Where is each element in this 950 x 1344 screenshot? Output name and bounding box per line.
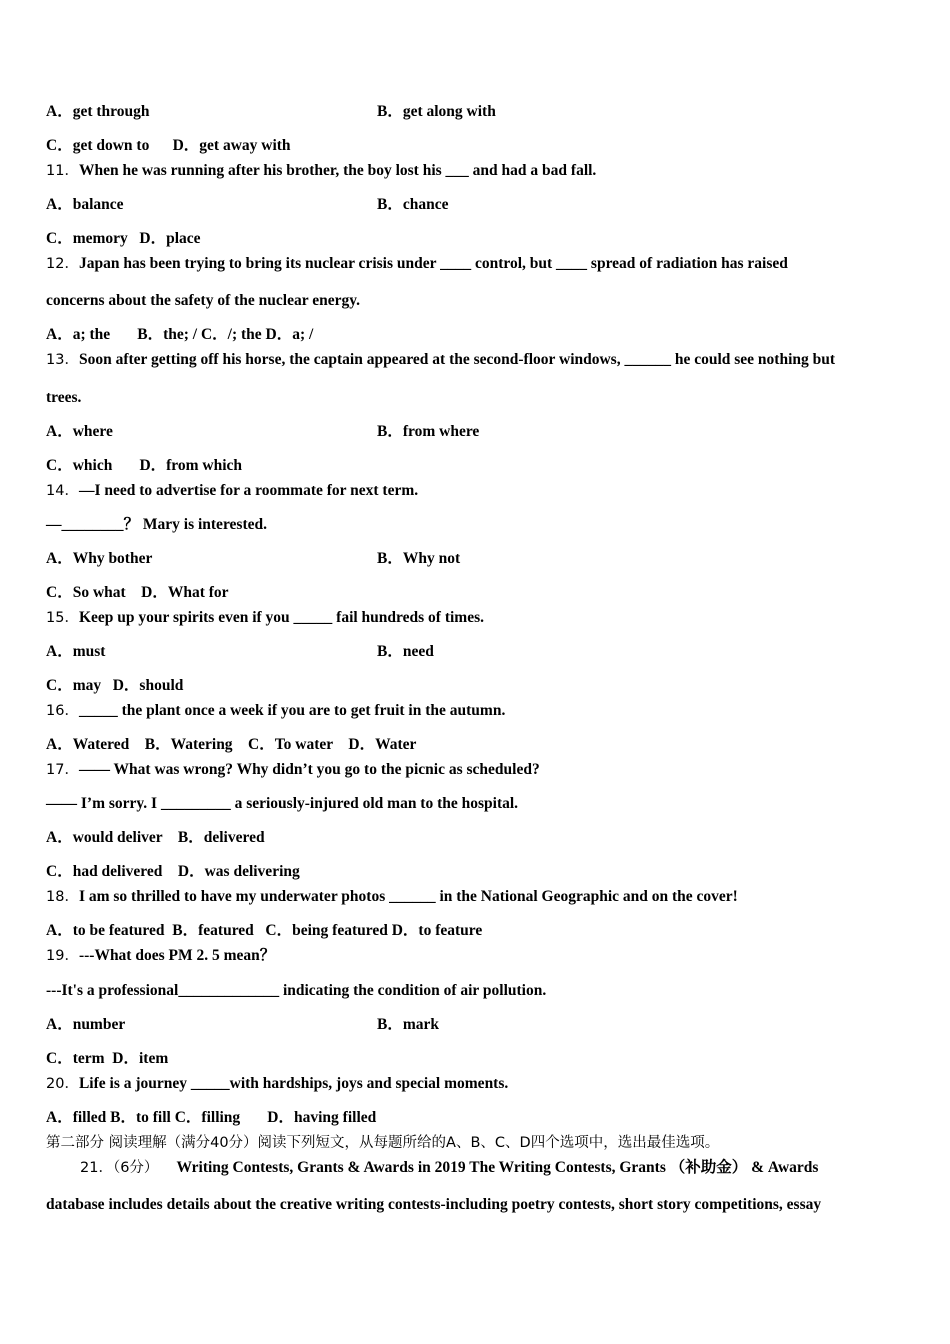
q14-stem	[46, 481, 418, 501]
q16-stem	[46, 701, 505, 721]
q17-option-ab: A．would deliver B．delivered	[46, 829, 265, 846]
q13-stem	[46, 350, 835, 370]
q20-stem	[46, 1074, 508, 1094]
q20-text: Life is a journey _____with hardships, joys and special moments.	[78, 1075, 509, 1092]
q14-option-a: A．Why bother	[46, 550, 153, 567]
q15-number: 15．	[46, 610, 79, 626]
q10-option-cd: C．get down to D．get away with	[46, 137, 291, 154]
q10-option-a: A．get through	[46, 103, 150, 120]
q18-options: A．to be featured B．featured C．being featured D．to feature	[46, 922, 483, 939]
q13-text: Soon after getting off his horse, the captain appeared at the second-floor windows, ______ he could see nothing but	[78, 351, 836, 368]
q16-number: 16．	[46, 703, 79, 719]
q12-number: 12．	[46, 256, 79, 272]
q18-stem	[46, 887, 738, 907]
q15-option-cd: C．may D．should	[46, 677, 184, 694]
q15-text: Keep up your spirits even if you _____ fail hundreds of times.	[78, 609, 484, 626]
q11-text: When he was running after his brother, the boy lost his ___ and had a bad fall.	[78, 162, 597, 179]
q19-option-a: A．number	[46, 1016, 126, 1033]
q19-option-cd: C．term D．item	[46, 1050, 169, 1067]
q12-stem	[46, 254, 788, 274]
q12-stem-cont: concerns about the safety of the nuclear energy.	[46, 292, 360, 309]
q19-stem-cont: ---It's a professional_____________ indicating the condition of air pollution.	[46, 982, 547, 999]
q21-stem	[80, 1158, 818, 1178]
q19-option-b: B．mark	[377, 1016, 440, 1033]
q21-text-cont: database includes details about the creative writing contests-including poetry contests, short story competitions, essay	[46, 1196, 822, 1213]
q21-text: Writing Contests, Grants & Awards in 2019 The Writing Contests, Grants （补助金） & Awards	[176, 1159, 819, 1176]
q14-option-b: B．Why not	[377, 550, 461, 567]
q13-number: 13．	[46, 352, 79, 368]
q20-number: 20．	[46, 1076, 79, 1092]
q17-text: —— What was wrong? Why didn’t you go to the picnic as scheduled?	[78, 761, 540, 778]
q11-option-a: A．balance	[46, 196, 124, 213]
q17-stem	[46, 760, 540, 780]
q16-options: A．Watered B．Watering C．To water D．Water	[46, 736, 417, 753]
q10-option-b: B．get along with	[377, 103, 496, 120]
q19-stem	[46, 946, 275, 966]
q12-options: A．a; the B．the; / C．/; the D．a; /	[46, 326, 314, 343]
q17-number: 17．	[46, 762, 79, 778]
q18-number: 18．	[46, 889, 79, 905]
q16-text: _____ the plant once a week if you are to get fruit in the autumn.	[78, 702, 506, 719]
q15-option-b: B．need	[377, 643, 434, 660]
q13-stem-cont: trees.	[46, 389, 82, 406]
q20-options: A．filled B．to fill C．filling D．having filled	[46, 1109, 377, 1126]
q14-number: 14．	[46, 483, 79, 499]
q14-text: —I need to advertise for a roommate for next term.	[78, 482, 419, 499]
q13-option-b: B．from where	[377, 423, 480, 440]
q15-stem	[46, 608, 484, 628]
q11-option-cd: C．memory D．place	[46, 230, 201, 247]
q11-option-b: B．chance	[377, 196, 449, 213]
q13-option-a: A．where	[46, 423, 113, 440]
q14-option-cd: C．So what D．What for	[46, 584, 229, 601]
q11-number: 11．	[46, 163, 79, 179]
section2-heading: 第二部分 阅读理解（满分40分）阅读下列短文，从每题所给的A、B、C、D四个选项中，选出最佳选项。	[46, 1135, 720, 1151]
q17-option-cd: C．had delivered D．was delivering	[46, 863, 300, 880]
q11-stem	[46, 161, 596, 181]
q17-stem-cont: —— I’m sorry. I _________ a seriously-injured old man to the hospital.	[46, 795, 519, 812]
q14-stem-cont: —________？ Mary is interested.	[46, 516, 267, 533]
q21-number: 21．（6分）	[80, 1160, 159, 1176]
q13-option-cd: C．which D．from which	[46, 457, 243, 474]
q19-text: ---What does PM 2. 5 mean？	[78, 947, 276, 964]
q12-text: Japan has been trying to bring its nuclear crisis under ____ control, but ____ spread of radiation has raised	[78, 255, 788, 272]
q19-number: 19．	[46, 948, 79, 964]
q15-option-a: A．must	[46, 643, 106, 660]
q18-text: I am so thrilled to have my underwater photos ______ in the National Geographic and on the cover!	[78, 888, 738, 905]
